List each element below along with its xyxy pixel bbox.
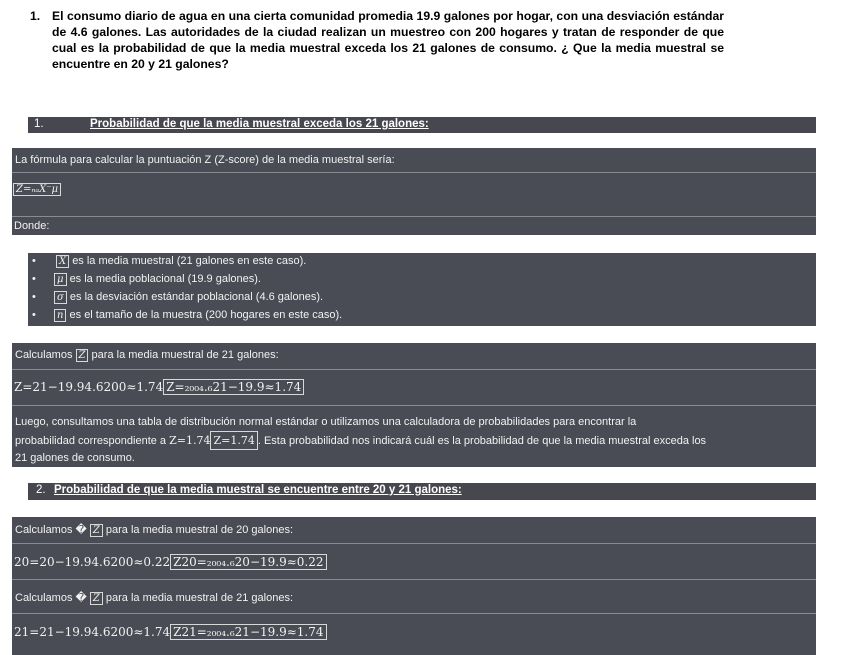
- section2-title: Probabilidad de que la media muestral se encuentre entre 20 y 21 galones:: [54, 484, 462, 496]
- section1-title: Probabilidad de que la media muestral exceda los 21 galones:: [90, 118, 429, 130]
- formula-block: [12, 148, 816, 235]
- donde-label: Donde:: [14, 220, 50, 232]
- divider: [12, 172, 816, 173]
- section2-number: 2.: [36, 484, 46, 496]
- z21-calculation: 21=21−19.94.6200≈1.74 Z21=₂₀₀₄.₆21−19.9≈1.74: [14, 624, 327, 640]
- list-item: • σ es la desviación estándar poblacional (4.6 galones).: [32, 291, 324, 303]
- calc-intro: Calculamos Z para la media muestral de 21 galones:: [15, 349, 279, 361]
- divider: [12, 369, 816, 370]
- divider: [12, 543, 816, 544]
- section2-calculations: [12, 517, 816, 655]
- variables-list: [28, 253, 816, 326]
- divider: [12, 405, 816, 406]
- list-item: • X es la media muestral (21 galones en este caso).: [32, 255, 307, 267]
- calculation-block: [12, 343, 816, 467]
- section1-heading: [28, 117, 816, 133]
- question-number: 1.: [30, 9, 41, 23]
- divider: [12, 613, 816, 614]
- z20-calculation: 20=20−19.94.6200≈0.22 Z20=₂₀₀₄.₆20−19.9≈0.22: [14, 554, 327, 570]
- divider: [12, 579, 816, 580]
- z-calculation: Z=21−19.94.6200≈1.74 Z=₂₀₀₄.₆21−19.9≈1.74: [14, 379, 304, 395]
- list-item: • n es el tamaño de la muestra (200 hogares en este caso).: [32, 309, 343, 321]
- section1-number: 1.: [34, 118, 44, 130]
- calc21-intro: Calculamos � Z para la media muestral de 21 galones:: [15, 592, 294, 604]
- formula-intro: La fórmula para calcular la puntuación Z (Z-score) de la media muestral sería:: [15, 154, 395, 166]
- divider: [12, 216, 816, 217]
- section2-heading: [28, 483, 816, 500]
- list-item: • μ es la media poblacional (19.9 galones).: [32, 273, 261, 285]
- z-formula: Z=ₙₐX⁻μ: [13, 183, 61, 196]
- calc20-intro: Calculamos � Z para la media muestral de 20 galones:: [15, 524, 294, 536]
- conclusion-paragraph: Luego, consultamos una tabla de distribución normal estándar o utilizamos una calculadora de probabilidades para encontrar la probabilidad correspondiente a Z=1.74 Z=1.74 . Esta probabilidad nos indicará cuál es la probabilidad de que la media muestral exceda los 21 galones de consumo.: [15, 416, 707, 464]
- question-text: El consumo diario de agua en una cierta comunidad promedia 19.9 galones por hogar, con una desviación estándar de 4.6 galones. Las autoridades de la ciudad realizan un muestreo con 200 hogares y tratan de responder de que cual es la probabilidad de que la media muestral exceda los 21 galones de consumo. ¿ Que la media muestral se encuentre en 20 y 21 galones?: [52, 9, 724, 71]
